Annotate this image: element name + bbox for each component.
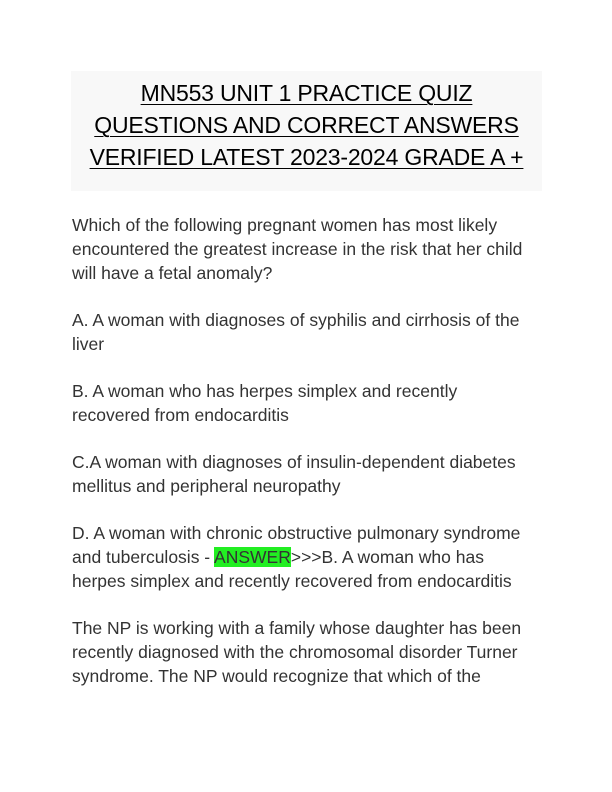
- question-1-line-3: will have a fetal anomaly?: [72, 263, 273, 283]
- title-line-1: MN553 UNIT 1 PRACTICE QUIZ: [140, 80, 473, 106]
- question-2-line-3: syndrome. The NP would recognize that which of the: [72, 666, 481, 686]
- title-line-2: QUESTIONS AND CORRECT ANSWERS: [94, 112, 519, 138]
- document-body: [72, 213, 547, 711]
- question-2-stem: [72, 616, 547, 688]
- question-2-line-2: recently diagnosed with the chromosomal disorder Turner: [72, 642, 518, 662]
- option-b-line-1: B. A woman who has herpes simplex and recently: [72, 381, 458, 401]
- answer-label-highlight: ANSWER: [214, 547, 291, 567]
- option-c-line-2: mellitus and peripheral neuropathy: [72, 476, 341, 496]
- option-d-line-1: D. A woman with chronic obstructive pulmonary syndrome: [72, 523, 521, 543]
- option-a-line-2: liver: [72, 334, 105, 354]
- question-1-line-1: Which of the following pregnant women has most likely: [72, 215, 498, 235]
- option-d-line-2: [72, 545, 547, 569]
- document-title: [71, 71, 542, 191]
- option-d-prefix: and tuberculosis -: [72, 547, 215, 567]
- option-b: [72, 379, 547, 427]
- question-2-line-1: The NP is working with a family whose daughter has been: [72, 618, 522, 638]
- answer-line-3: herpes simplex and recently recovered from endocarditis: [72, 571, 512, 591]
- option-a-line-1: A. A woman with diagnoses of syphilis and cirrhosis of the: [72, 310, 520, 330]
- option-c: [72, 450, 547, 498]
- answer-text-start: >>>B. A woman who has: [290, 547, 484, 567]
- option-b-line-2: recovered from endocarditis: [72, 405, 289, 425]
- title-line-3: VERIFIED LATEST 2023-2024 GRADE A +: [89, 144, 524, 170]
- option-d-and-answer: [72, 521, 547, 593]
- option-a: [72, 308, 547, 356]
- option-c-line-1: C.A woman with diagnoses of insulin-dependent diabetes: [72, 452, 516, 472]
- question-1-line-2: encountered the greatest increase in the risk that her child: [72, 239, 523, 259]
- question-1-stem: [72, 213, 547, 285]
